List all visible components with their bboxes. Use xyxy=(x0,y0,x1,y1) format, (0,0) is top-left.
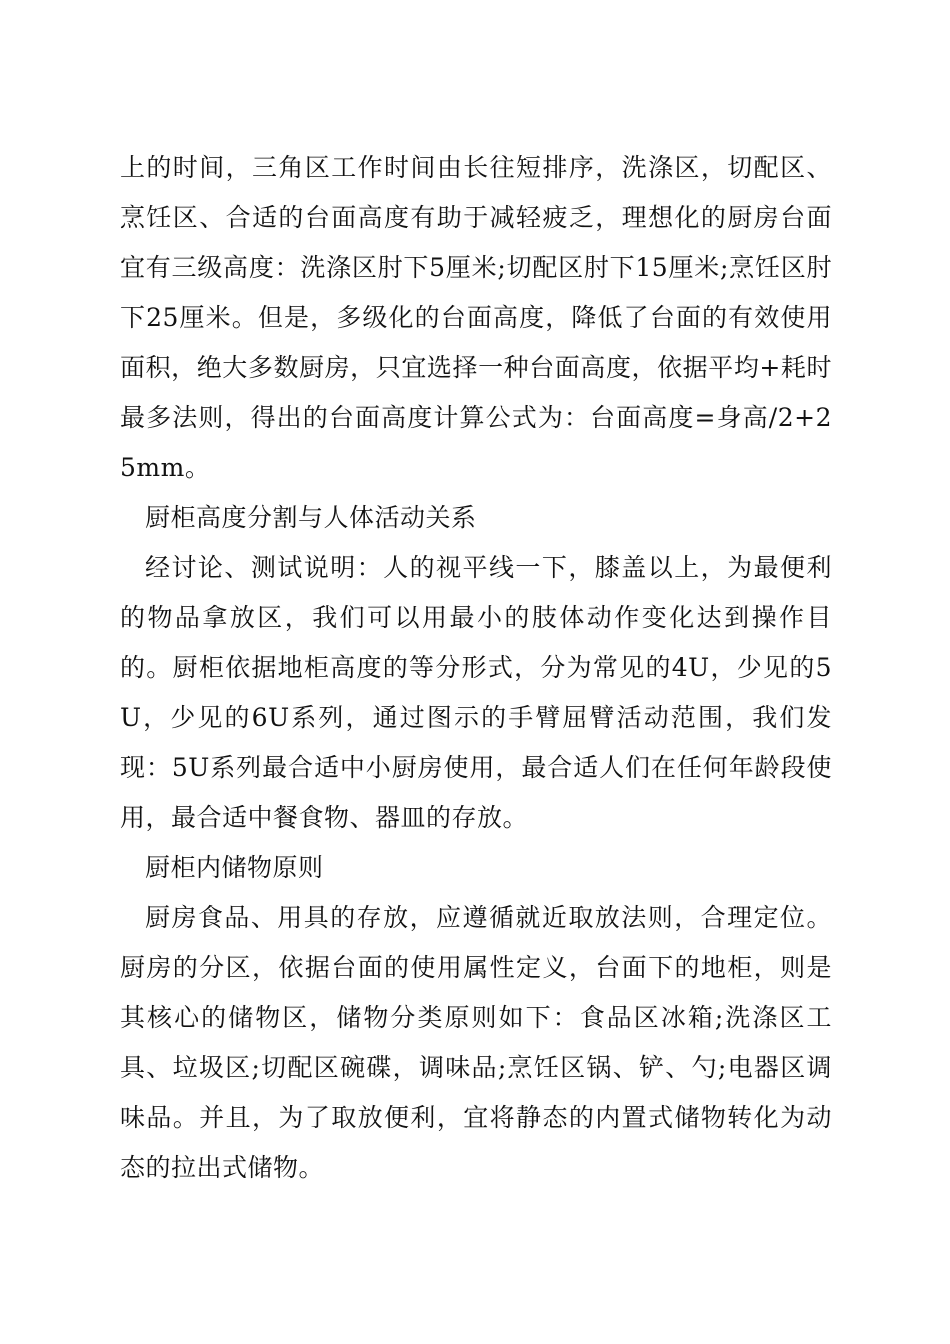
paragraph-countertop-height: 上的时间，三角区工作时间由长往短排序，洗涤区，切配区、烹饪区、合适的台面高度有助于减轻疲乏，理想化的厨房台面宜有三级高度：洗涤区肘下5厘米;切配区肘下15厘米;烹饪区肘下25厘米。但是，多级化的台面高度，降低了台面的有效使用面积，绝大多数厨房，只宜选择一种台面高度，依据平均+耗时最多法则，得出的台面高度计算公式为：台面高度=身高/2+25mm。 xyxy=(120,153,832,482)
paragraph-storage-principles: 厨房食品、用具的存放，应遵循就近取放法则，合理定位。厨房的分区，依据台面的使用属性定义，台面下的地柜，则是其核心的储物区，储物分类原则如下：食品区冰箱;洗涤区工具、垃圾区;切配区碗碟，调味品;烹饪区锅、铲、勺;电器区调味品。并且，为了取放便利，宜将静态的内置式储物转化为动态的拉出式储物。 xyxy=(120,903,832,1182)
section-heading-storage-principles: 厨柜内储物原则 xyxy=(145,853,324,882)
document-body xyxy=(120,143,832,1193)
section-heading-cabinet-height: 厨柜高度分割与人体活动关系 xyxy=(145,503,477,532)
paragraph-cabinet-height: 经讨论、测试说明：人的视平线一下，膝盖以上，为最便利的物品拿放区，我们可以用最小的肢体动作变化达到操作目的。厨柜依据地柜高度的等分形式，分为常见的4U，少见的5U，少见的6U系列，通过图示的手臂屈臂活动范围，我们发现：5U系列最合适中小厨房使用，最合适人们在任何年龄段使用，最合适中餐食物、器皿的存放。 xyxy=(120,553,832,832)
